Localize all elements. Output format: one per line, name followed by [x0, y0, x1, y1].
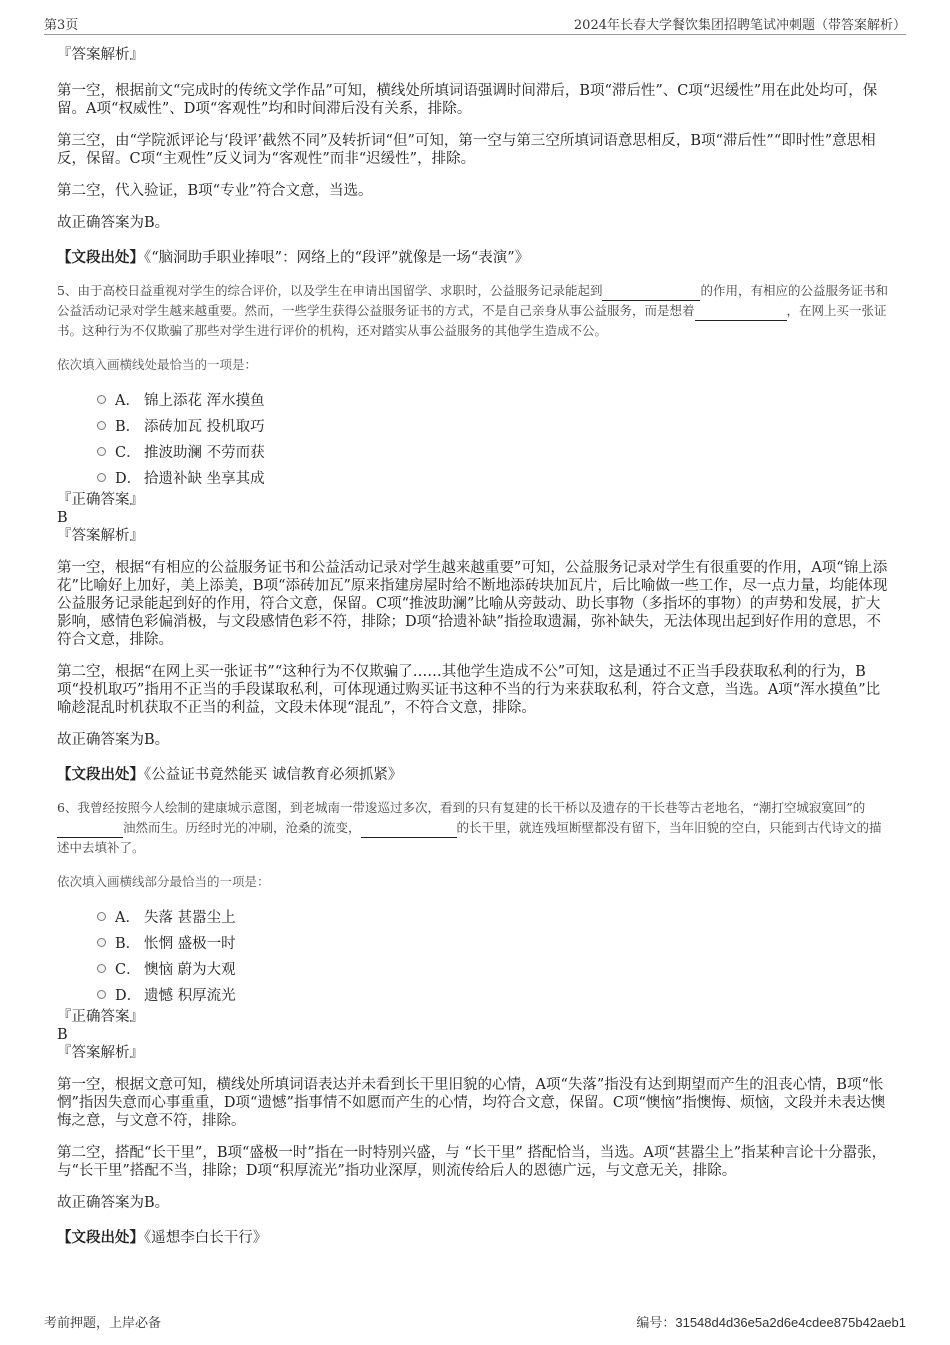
correct-answer-label: 『正确答案』: [57, 1009, 144, 1025]
question-text: 油然而生。历经时光的冲刷，沧桑的流变，: [123, 820, 361, 835]
option-c[interactable]: [57, 956, 888, 982]
option-d[interactable]: [57, 982, 888, 1008]
radio-icon[interactable]: [97, 473, 106, 482]
page-content: [57, 46, 888, 1247]
answer-blank: [602, 286, 700, 301]
radio-icon[interactable]: [97, 990, 106, 999]
analysis-paragraph: 第一空，根据文意可知，横线处所填词语表达并未看到长干里旧貌的心情，A项“失落”指没有达到期望而产生的沮丧心情，B项“怅惘”指因失意而心事重重，D项“遗憾”指事情不如愿而产生的心情，均符合文意，保留。C项“懊恼”指懊悔、烦恼，文段并未表达懊悔之意，与文意不符，排除。: [57, 1077, 886, 1129]
question-instruction: 依次填入画横线处最恰当的一项是：: [57, 357, 258, 372]
conclusion: 故正确答案为B。: [57, 732, 170, 748]
answer-blank: [361, 823, 457, 838]
option-text: 怅惘 盛极一时: [144, 936, 236, 952]
option-letter: C．: [115, 445, 141, 461]
conclusion: 故正确答案为B。: [57, 215, 170, 231]
analysis-label: 『答案解析』: [57, 528, 144, 544]
radio-icon[interactable]: [97, 421, 106, 430]
option-b[interactable]: [57, 930, 888, 956]
question-text: 6、我曾经按照今人绘制的建康城示意图，到老城南一带逡巡过多次，看到的只有复建的长干桥以及遗存的干长巷等古老地名，“潮打空城寂寞回”的: [57, 800, 866, 815]
correct-answer: B: [57, 510, 68, 526]
source-label: 【文段出处】: [57, 249, 144, 266]
analysis-paragraph: 第一空，根据前文“完成时的传统文学作品”可知，横线处所填词语强调时间滞后，B项“滞后性”、C项“迟缓性”用在此处均可，保留。A项“权威性”、D项“客观性”均和时间滞后没有关系，排除。: [57, 83, 878, 117]
option-b[interactable]: [57, 413, 888, 439]
source-text: 《“脑洞助手职业捧哏”：网络上的“段评”就像是一场“表演”》: [144, 250, 530, 266]
correct-answer: B: [57, 1027, 68, 1043]
option-text: 添砖加瓦 投机取巧: [144, 419, 265, 435]
code-label: 编号：: [636, 1315, 676, 1330]
option-letter: D．: [115, 988, 142, 1004]
analysis-paragraph: 第三空，由“学院派评论与‘段评’截然不同”及转折词“但”可知，第一空与第三空所填词语意思相反，B项“滞后性”“即时性”意思相反，保留。C项“主观性”反义词为“客观性”而非“迟缓性”，排除。: [57, 133, 876, 167]
option-text: 拾遗补缺 坐享其成: [144, 471, 265, 487]
question-text: 的长干里，就连残垣断壁都没有留下，当年旧貌的空白，只能到古代诗文的描述中去填补了。: [57, 820, 882, 855]
source-label: 【文段出处】: [57, 1229, 144, 1246]
radio-icon[interactable]: [97, 938, 106, 947]
source-label: 【文段出处】: [57, 766, 144, 783]
question-6-text: [57, 798, 888, 858]
analysis-label: 『答案解析』: [57, 47, 144, 63]
analysis-paragraph: 第二空，代入验证，B项“专业”符合文意，当选。: [57, 183, 373, 199]
option-letter: A．: [115, 910, 140, 926]
option-letter: B．: [115, 936, 141, 952]
option-a[interactable]: [57, 387, 888, 413]
document-title: 2024年长春大学餐饮集团招聘笔试冲刺题（带答案解析）: [573, 18, 906, 33]
option-letter: B．: [115, 419, 141, 435]
conclusion: 故正确答案为B。: [57, 1195, 170, 1211]
correct-answer-label: 『正确答案』: [57, 492, 144, 508]
source-line: [57, 763, 888, 784]
question-text: 5、由于高校日益重视对学生的综合评价，以及学生在申请出国留学、求职时，公益服务记录能起到: [57, 283, 603, 298]
answer-blank: [57, 823, 123, 838]
radio-icon[interactable]: [97, 447, 106, 456]
analysis-paragraph: 第一空，根据“有相应的公益服务证书和公益活动记录对学生越来越重要”可知，公益服务记录对学生有很重要的作用，A项“锦上添花”比喻好上加好，美上添美，B项“添砖加瓦”原来指建房屋时给不断地添砖块加瓦片，后比喻做一些工作，尽一点力量，均能体现公益服务记录能起到好的作用，符合文意，保留。C项“推波助澜”比喻从旁鼓动、助长事物（多指坏的事物）的声势和发展，扩大影响，感情色彩偏消极，与文段感情色彩不符，排除；D项“拾遗补缺”指捡取遗漏，弥补缺失，无法体现出起到好作用的意思，不符合文意，排除。: [57, 560, 888, 648]
option-text: 锦上添花 浑水摸鱼: [144, 393, 265, 409]
option-text: 懊恼 蔚为大观: [144, 962, 236, 978]
question-text: 的作用，有相应的公益服务证书和公益活动记录对学生越来越重要。然而，一些学生获得公益服务证书的方式，不是自己亲身从事公益服务，而是想着: [57, 283, 888, 318]
source-text: 《遥想李白长干行》: [144, 1230, 268, 1246]
document-code: [636, 1312, 906, 1331]
radio-icon[interactable]: [97, 964, 106, 973]
page-header: [44, 12, 906, 35]
question-instruction: 依次填入画横线部分最恰当的一项是：: [57, 874, 270, 889]
source-text: 《公益证书竟然能买 诚信教育必须抓紧》: [144, 767, 403, 783]
radio-icon[interactable]: [97, 912, 106, 921]
source-line: [57, 1226, 888, 1247]
analysis-label: 『答案解析』: [57, 1045, 144, 1061]
question-5-text: [57, 281, 888, 341]
source-line: [57, 246, 888, 267]
option-letter: A．: [115, 393, 140, 409]
answer-blank: [695, 306, 787, 321]
radio-icon[interactable]: [97, 395, 106, 404]
option-text: 遗憾 积厚流光: [144, 988, 236, 1004]
page-number: 第3页: [44, 18, 79, 33]
option-letter: D．: [115, 471, 142, 487]
question-text: ，在网上买一张证书。这种行为不仅欺骗了那些对学生进行评价的机构，还对踏实从事公益服务的其他学生造成不公。: [57, 303, 887, 338]
option-a[interactable]: [57, 904, 888, 930]
option-text: 推波助澜 不劳而获: [144, 445, 265, 461]
analysis-paragraph: 第二空，根据“在网上买一张证书”“这种行为不仅欺骗了……其他学生造成不公”可知，这是通过不正当手段获取私利的行为，B项“投机取巧”指用不正当的手段谋取私利，可体现通过购买证书这种不当的行为来获取私利，符合文意，当选。A项“浑水摸鱼”比喻趁混乱时机获取不正当的利益，文段未体现“混乱”，不符合文意，排除。: [57, 664, 881, 716]
option-c[interactable]: [57, 439, 888, 465]
option-text: 失落 甚嚣尘上: [144, 910, 236, 926]
code-value: 31548d4d36e5a2d6e4cdee875b42aeb1: [675, 1315, 906, 1330]
analysis-paragraph: 第二空，搭配“长干里”，B项“盛极一时”指在一时特别兴盛，与 “长干里” 搭配恰当，当选。A项“甚嚣尘上”指某种言论十分嚣张，与“长干里”搭配不当，排除；D项“积厚流光”指功业深厚，则流传给后人的恩德广远，与文意无关，排除。: [57, 1145, 887, 1179]
option-letter: C．: [115, 962, 141, 978]
option-d[interactable]: [57, 465, 888, 491]
options-list: [57, 904, 888, 1008]
footer-slogan: 考前押题，上岸必备: [44, 1316, 162, 1331]
options-list: [57, 387, 888, 491]
